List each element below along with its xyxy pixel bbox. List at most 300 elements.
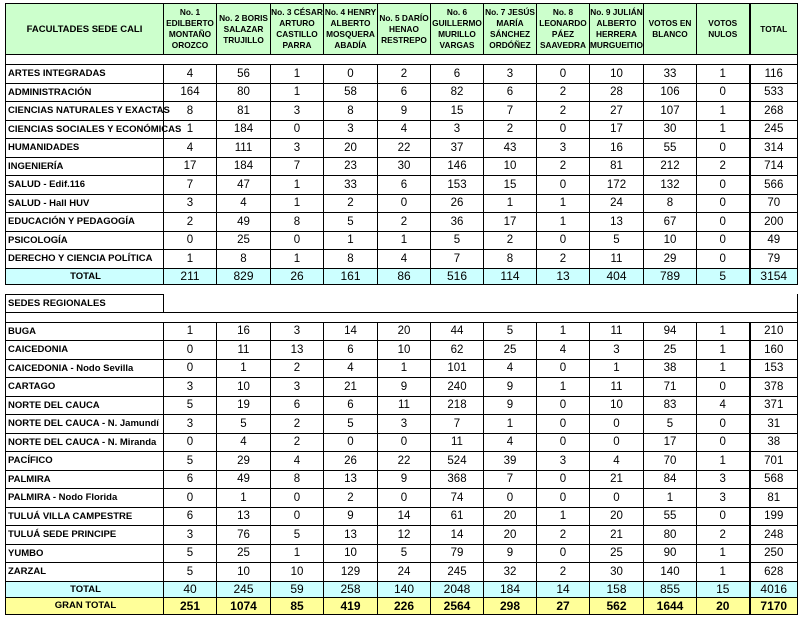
cell-value: 1	[324, 231, 378, 250]
cell-value: 20	[484, 507, 537, 526]
row-label: TOTAL	[6, 268, 164, 284]
cell-value: 1	[484, 194, 537, 213]
cell-value: 1	[271, 176, 324, 195]
cell-value: 4	[378, 250, 431, 269]
cell-value: 0	[324, 65, 378, 84]
row-label: YUMBO	[6, 544, 164, 563]
cell-value: 11	[431, 433, 484, 452]
cell-value: 0	[271, 231, 324, 250]
cell-value: 0	[590, 433, 644, 452]
cell-value: 245	[431, 563, 484, 582]
cell-value: 3	[697, 470, 750, 489]
cell-value: 419	[324, 597, 378, 614]
cell-value: 30	[378, 157, 431, 176]
cell-value: 1	[537, 322, 590, 341]
cell-value: 10	[644, 231, 697, 250]
row-total: 31	[750, 415, 798, 434]
cell-value: 0	[164, 341, 217, 360]
header-col-9: No. 9 JULIÁN ALBERTO HERRERA MURGUEITIO	[590, 4, 644, 55]
cell-value: 70	[644, 452, 697, 471]
table-row	[6, 213, 798, 232]
cell-value: 3	[537, 139, 590, 158]
table-row	[6, 378, 798, 397]
cell-value: 0	[164, 359, 217, 378]
cell-value: 13	[324, 526, 378, 545]
cell-value: 43	[484, 139, 537, 158]
cell-value: 80	[217, 83, 271, 102]
cell-value: 516	[431, 268, 484, 284]
row-total: 533	[750, 83, 798, 102]
cell-value: 81	[217, 102, 271, 121]
cell-value: 10	[217, 378, 271, 397]
cell-value: 10	[378, 341, 431, 360]
cell-value: 25	[484, 341, 537, 360]
row-label: DERECHO Y CIENCIA POLÍTICA	[6, 250, 164, 269]
cell-value: 17	[590, 120, 644, 139]
cell-value: 1	[164, 250, 217, 269]
cell-value: 0	[537, 415, 590, 434]
cell-value: 1	[271, 250, 324, 269]
cell-value: 5	[484, 322, 537, 341]
cell-value: 789	[644, 268, 697, 284]
cell-value: 106	[644, 83, 697, 102]
row-total: 38	[750, 433, 798, 452]
cell-value: 0	[537, 544, 590, 563]
cell-value: 8	[164, 102, 217, 121]
cell-value: 129	[324, 563, 378, 582]
row-total: 70	[750, 194, 798, 213]
table-row	[6, 194, 798, 213]
row-label: CAICEDONIA	[6, 341, 164, 360]
cell-value: 10	[590, 65, 644, 84]
cell-value: 10	[324, 544, 378, 563]
cell-value: 0	[590, 489, 644, 508]
row-label: GRAN TOTAL	[6, 597, 164, 614]
cell-value: 20	[697, 597, 750, 614]
regional-title: SEDES REGIONALES	[6, 294, 164, 312]
cell-value: 0	[697, 231, 750, 250]
cell-value: 0	[164, 489, 217, 508]
cell-value: 11	[590, 378, 644, 397]
cell-value: 0	[378, 433, 431, 452]
cell-value: 3	[164, 378, 217, 397]
cell-value: 4	[164, 65, 217, 84]
cell-value: 5	[644, 415, 697, 434]
row-total: 79	[750, 250, 798, 269]
cell-value: 3	[484, 65, 537, 84]
row-label: ZARZAL	[6, 563, 164, 582]
cell-value: 14	[324, 322, 378, 341]
cell-value: 0	[697, 139, 750, 158]
row-label: TULUÁ SEDE PRINCIPE	[6, 526, 164, 545]
cell-value: 2	[537, 526, 590, 545]
table-row	[6, 250, 798, 269]
row-total: 250	[750, 544, 798, 563]
cell-value: 1	[271, 65, 324, 84]
cell-value: 30	[644, 120, 697, 139]
vote-results-table	[5, 3, 798, 615]
row-label: CIENCIAS SOCIALES Y ECONÓMICAS	[6, 120, 164, 139]
cell-value: 74	[431, 489, 484, 508]
row-label: SALUD - Edif.116	[6, 176, 164, 195]
table-row	[6, 139, 798, 158]
cell-value: 8	[484, 250, 537, 269]
cell-value: 0	[537, 396, 590, 415]
cell-value: 146	[431, 157, 484, 176]
cell-value: 2	[164, 213, 217, 232]
cell-value: 37	[431, 139, 484, 158]
cell-value: 20	[590, 507, 644, 526]
cell-value: 10	[484, 157, 537, 176]
cell-value: 32	[484, 563, 537, 582]
cell-value: 6	[324, 341, 378, 360]
cell-value: 30	[590, 563, 644, 582]
cell-value: 5	[164, 544, 217, 563]
cell-value: 0	[378, 194, 431, 213]
row-total: 4016	[750, 581, 798, 597]
cell-value: 1	[697, 544, 750, 563]
row-label: TOTAL	[6, 581, 164, 597]
cell-value: 0	[697, 433, 750, 452]
cell-value: 0	[484, 489, 537, 508]
cell-value: 5	[271, 526, 324, 545]
cell-value: 1	[590, 359, 644, 378]
cell-value: 13	[590, 213, 644, 232]
cell-value: 153	[431, 176, 484, 195]
table-row	[6, 396, 798, 415]
cell-value: 4	[484, 433, 537, 452]
cell-value: 58	[324, 83, 378, 102]
cell-value: 86	[378, 268, 431, 284]
row-label: TULUÁ VILLA CAMPESTRE	[6, 507, 164, 526]
cell-value: 26	[431, 194, 484, 213]
cell-value: 1	[217, 489, 271, 508]
gap-row	[6, 284, 798, 294]
cell-value: 1	[537, 378, 590, 397]
row-label: PACÍFICO	[6, 452, 164, 471]
cell-value: 15	[697, 581, 750, 597]
cell-value: 2	[324, 489, 378, 508]
cell-value: 17	[164, 157, 217, 176]
cell-value: 8	[217, 250, 271, 269]
cell-value: 132	[644, 176, 697, 195]
cell-value: 13	[217, 507, 271, 526]
cell-value: 15	[484, 176, 537, 195]
row-label: HUMANIDADES	[6, 139, 164, 158]
header-col-1: No. 1 EDILBERTO MONTAÑO OROZCO	[164, 4, 217, 55]
cell-value: 1	[378, 359, 431, 378]
table-row	[6, 433, 798, 452]
cell-value: 212	[644, 157, 697, 176]
cell-value: 6	[164, 507, 217, 526]
cell-value: 24	[378, 563, 431, 582]
row-total: 49	[750, 231, 798, 250]
cell-value: 10	[217, 563, 271, 582]
cell-value: 9	[378, 470, 431, 489]
table-row	[6, 359, 798, 378]
cell-value: 5	[378, 544, 431, 563]
row-label: NORTE DEL CAUCA	[6, 396, 164, 415]
cell-value: 62	[431, 341, 484, 360]
cell-value: 4	[164, 139, 217, 158]
table-row	[6, 341, 798, 360]
cell-value: 1	[697, 322, 750, 341]
row-total: 7170	[750, 597, 798, 614]
cell-value: 0	[697, 250, 750, 269]
cell-value: 3	[271, 322, 324, 341]
cell-value: 5	[164, 452, 217, 471]
cell-value: 13	[324, 470, 378, 489]
table-row	[6, 415, 798, 434]
cell-value: 6	[164, 470, 217, 489]
cell-value: 49	[217, 470, 271, 489]
table-row	[6, 489, 798, 508]
cell-value: 218	[431, 396, 484, 415]
cell-value: 2564	[431, 597, 484, 614]
cell-value: 0	[697, 378, 750, 397]
cell-value: 1	[697, 120, 750, 139]
cell-value: 184	[217, 120, 271, 139]
cell-value: 1	[537, 194, 590, 213]
table-row	[6, 231, 798, 250]
cell-value: 21	[590, 470, 644, 489]
cell-value: 0	[271, 120, 324, 139]
header-col-3: No. 3 CÉSAR ARTURO CASTILLO PARRA	[271, 4, 324, 55]
cell-value: 0	[537, 231, 590, 250]
cell-value: 11	[590, 250, 644, 269]
cell-value: 14	[537, 581, 590, 597]
cell-value: 8	[324, 250, 378, 269]
row-total: 199	[750, 507, 798, 526]
cell-value: 6	[324, 396, 378, 415]
cell-value: 11	[217, 341, 271, 360]
cell-value: 7	[431, 250, 484, 269]
header-col-5: No. 5 DARÍO HENAO RESTREPO	[378, 4, 431, 55]
header-col-6: No. 6 GUILLERMO MURILLO VARGAS	[431, 4, 484, 55]
row-label: ARTES INTEGRADAS	[6, 65, 164, 84]
table-row	[6, 507, 798, 526]
cell-value: 39	[484, 452, 537, 471]
row-label: INGENIERÍA	[6, 157, 164, 176]
cell-value: 49	[217, 213, 271, 232]
cell-value: 11	[378, 396, 431, 415]
cell-value: 0	[537, 489, 590, 508]
cell-value: 36	[431, 213, 484, 232]
cell-value: 7	[164, 176, 217, 195]
cell-value: 56	[217, 65, 271, 84]
row-total: 714	[750, 157, 798, 176]
cell-value: 20	[324, 139, 378, 158]
cell-value: 2	[537, 157, 590, 176]
cell-value: 101	[431, 359, 484, 378]
cell-value: 24	[590, 194, 644, 213]
cell-value: 25	[217, 544, 271, 563]
row-total: 245	[750, 120, 798, 139]
cell-value: 9	[484, 378, 537, 397]
cell-value: 0	[697, 176, 750, 195]
cell-value: 25	[590, 544, 644, 563]
row-label: ADMINISTRACIÓN	[6, 83, 164, 102]
row-total: 371	[750, 396, 798, 415]
cell-value: 7	[271, 157, 324, 176]
cell-value: 4	[217, 194, 271, 213]
regional-total-row	[6, 581, 798, 597]
cell-value: 28	[590, 83, 644, 102]
cell-value: 90	[644, 544, 697, 563]
cell-value: 79	[431, 544, 484, 563]
cell-value: 3	[164, 526, 217, 545]
cell-value: 6	[271, 396, 324, 415]
cell-value: 3	[431, 120, 484, 139]
cell-value: 44	[431, 322, 484, 341]
cell-value: 0	[324, 433, 378, 452]
row-total: 210	[750, 322, 798, 341]
cell-value: 1	[164, 322, 217, 341]
cell-value: 3	[590, 341, 644, 360]
cell-value: 258	[324, 581, 378, 597]
row-total: 378	[750, 378, 798, 397]
cell-value: 7	[484, 102, 537, 121]
row-total: 701	[750, 452, 798, 471]
cell-value: 8	[644, 194, 697, 213]
cell-value: 2	[537, 563, 590, 582]
cell-value: 114	[484, 268, 537, 284]
cell-value: 0	[697, 415, 750, 434]
cell-value: 5	[431, 231, 484, 250]
cell-value: 2	[537, 102, 590, 121]
cell-value: 55	[644, 507, 697, 526]
cell-value: 13	[537, 268, 590, 284]
cell-value: 2048	[431, 581, 484, 597]
header-col-10: VOTOS EN BLANCO	[644, 4, 697, 55]
table-row	[6, 102, 798, 121]
cell-value: 81	[590, 157, 644, 176]
cell-value: 26	[324, 452, 378, 471]
header-col-4: No. 4 HENRY ALBERTO MOSQUERA ABADÍA	[324, 4, 378, 55]
cell-value: 11	[590, 322, 644, 341]
cell-value: 0	[697, 83, 750, 102]
cell-value: 2	[324, 194, 378, 213]
cell-value: 1	[697, 563, 750, 582]
cell-value: 33	[324, 176, 378, 195]
cell-value: 240	[431, 378, 484, 397]
cell-value: 2	[378, 65, 431, 84]
cell-value: 21	[324, 378, 378, 397]
cell-value: 10	[590, 396, 644, 415]
cell-value: 2	[484, 120, 537, 139]
cell-value: 23	[324, 157, 378, 176]
cell-value: 8	[271, 470, 324, 489]
row-total: 628	[750, 563, 798, 582]
cell-value: 1	[164, 120, 217, 139]
cell-value: 0	[590, 415, 644, 434]
cell-value: 172	[590, 176, 644, 195]
cell-value: 14	[378, 507, 431, 526]
cell-value: 6	[378, 176, 431, 195]
cell-value: 21	[590, 526, 644, 545]
cell-value: 184	[217, 157, 271, 176]
cell-value: 16	[590, 139, 644, 158]
cell-value: 1	[378, 231, 431, 250]
cell-value: 0	[164, 231, 217, 250]
cell-value: 0	[378, 489, 431, 508]
cell-value: 2	[271, 415, 324, 434]
cell-value: 245	[217, 581, 271, 597]
row-label: PALMIRA	[6, 470, 164, 489]
cell-value: 226	[378, 597, 431, 614]
cell-value: 6	[378, 83, 431, 102]
cell-value: 1	[697, 359, 750, 378]
cell-value: 27	[590, 102, 644, 121]
cell-value: 1	[537, 507, 590, 526]
cell-value: 20	[484, 526, 537, 545]
cell-value: 22	[378, 139, 431, 158]
cell-value: 27	[537, 597, 590, 614]
cell-value: 0	[697, 213, 750, 232]
cell-value: 1	[697, 341, 750, 360]
cell-value: 3	[697, 489, 750, 508]
cell-value: 76	[217, 526, 271, 545]
cell-value: 0	[537, 470, 590, 489]
cell-value: 2	[697, 157, 750, 176]
cell-value: 85	[271, 597, 324, 614]
cell-value: 13	[271, 341, 324, 360]
table-row	[6, 563, 798, 582]
cell-value: 20	[378, 322, 431, 341]
row-label: PSICOLOGÍA	[6, 231, 164, 250]
cell-value: 61	[431, 507, 484, 526]
cell-value: 0	[537, 120, 590, 139]
cell-value: 10	[271, 563, 324, 582]
table-row	[6, 470, 798, 489]
cell-value: 251	[164, 597, 217, 614]
cell-value: 1	[271, 544, 324, 563]
cell-value: 6	[431, 65, 484, 84]
cell-value: 5	[590, 231, 644, 250]
cell-value: 8	[324, 102, 378, 121]
cell-value: 4	[378, 120, 431, 139]
cell-value: 2	[484, 231, 537, 250]
vote-results-sheet	[5, 3, 797, 615]
row-label: SALUD - Hall HUV	[6, 194, 164, 213]
cell-value: 0	[697, 194, 750, 213]
table-row	[6, 526, 798, 545]
cell-value: 298	[484, 597, 537, 614]
cell-value: 59	[271, 581, 324, 597]
cell-value: 368	[431, 470, 484, 489]
cell-value: 2	[378, 213, 431, 232]
cell-value: 3	[271, 102, 324, 121]
cell-value: 94	[644, 322, 697, 341]
cell-value: 1	[271, 83, 324, 102]
cell-value: 12	[378, 526, 431, 545]
cell-value: 4	[217, 433, 271, 452]
cell-value: 71	[644, 378, 697, 397]
cell-value: 2	[697, 526, 750, 545]
cell-value: 0	[271, 507, 324, 526]
cell-value: 47	[217, 176, 271, 195]
spacer-row	[6, 312, 798, 322]
table-row	[6, 65, 798, 84]
cell-value: 22	[378, 452, 431, 471]
cell-value: 3	[271, 139, 324, 158]
cell-value: 9	[378, 378, 431, 397]
row-label: PALMIRA - Nodo Florida	[6, 489, 164, 508]
cell-value: 1	[697, 452, 750, 471]
row-total: 116	[750, 65, 798, 84]
cell-value: 4	[324, 359, 378, 378]
cell-value: 2	[271, 359, 324, 378]
